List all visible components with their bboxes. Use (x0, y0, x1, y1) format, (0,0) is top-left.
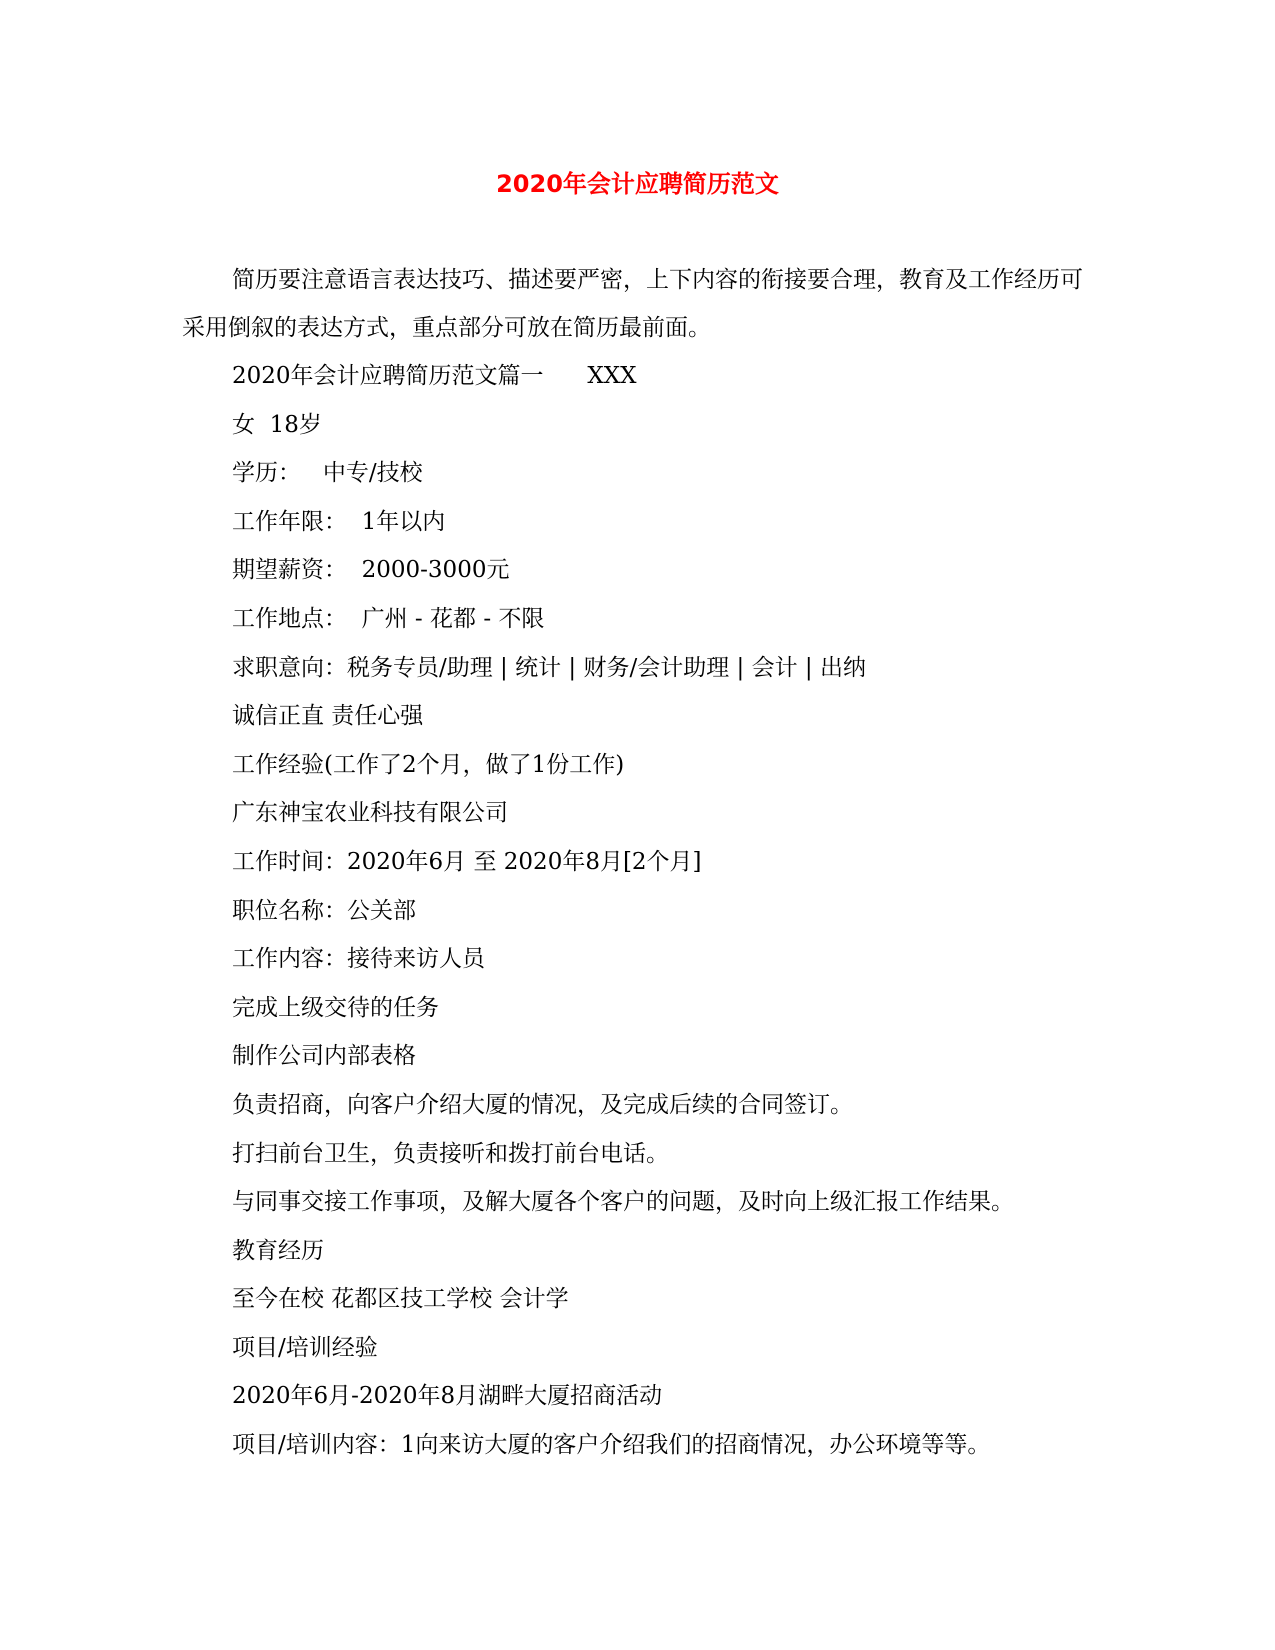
text-line: 广东神宝农业科技有限公司 (232, 800, 508, 827)
text-line: 2020年6月-2020年8月湖畔大厦招商活动 (232, 1383, 663, 1410)
text-line: 教育经历 (232, 1237, 324, 1264)
text-line: 工作时间：2020年6月 至 2020年8月[2个月] (232, 848, 702, 875)
text-line: 工作内容：接待来访人员 (232, 946, 485, 973)
text-line: 2020年会计应聘简历范文篇一 XXX (232, 363, 637, 389)
document-title: 2020年会计应聘简历范文 (496, 170, 779, 198)
text-line: 与同事交接工作事项，及解大厦各个客户的问题，及时向上级汇报工作结果。 (232, 1189, 1014, 1216)
text-line: 求职意向：税务专员/助理 | 统计 | 财务/会计助理 | 会计 | 出纳 (232, 654, 866, 681)
text-line: 工作地点： 广州 - 花都 - 不限 (232, 605, 545, 632)
text-line: 打扫前台卫生，负责接听和拨打前台电话。 (232, 1140, 669, 1167)
text-line: 项目/培训内容：1向来访大厦的客户介绍我们的招商情况，办公环境等等。 (232, 1432, 991, 1459)
text-line: 期望薪资： 2000-3000元 (232, 557, 510, 584)
text-line: 工作经验(工作了2个月，做了1份工作) (232, 751, 625, 778)
text-line: 女 18岁 (232, 411, 322, 438)
text-line: 工作年限： 1年以内 (232, 508, 446, 535)
intro-paragraph: 简历要注意语言表达技巧、描述要严密，上下内容的衔接要合理，教育及工作经历可采用倒叙的表达方式，重点部分可放在简历最前面。 (182, 267, 1083, 341)
text-line: 学历： 中专/技校 (232, 460, 423, 487)
text-line: 项目/培训经验 (232, 1334, 378, 1361)
resume-lines (232, 352, 1092, 1470)
text-line: 诚信正直 责任心强 (232, 703, 424, 730)
text-line: 完成上级交待的任务 (232, 994, 439, 1021)
text-line: 至今在校 花都区技工学校 会计学 (232, 1286, 569, 1313)
text-line: 负责招商，向客户介绍大厦的情况，及完成后续的合同签订。 (232, 1091, 853, 1118)
text-line: 制作公司内部表格 (232, 1043, 416, 1070)
text-line: 职位名称：公关部 (232, 897, 416, 924)
